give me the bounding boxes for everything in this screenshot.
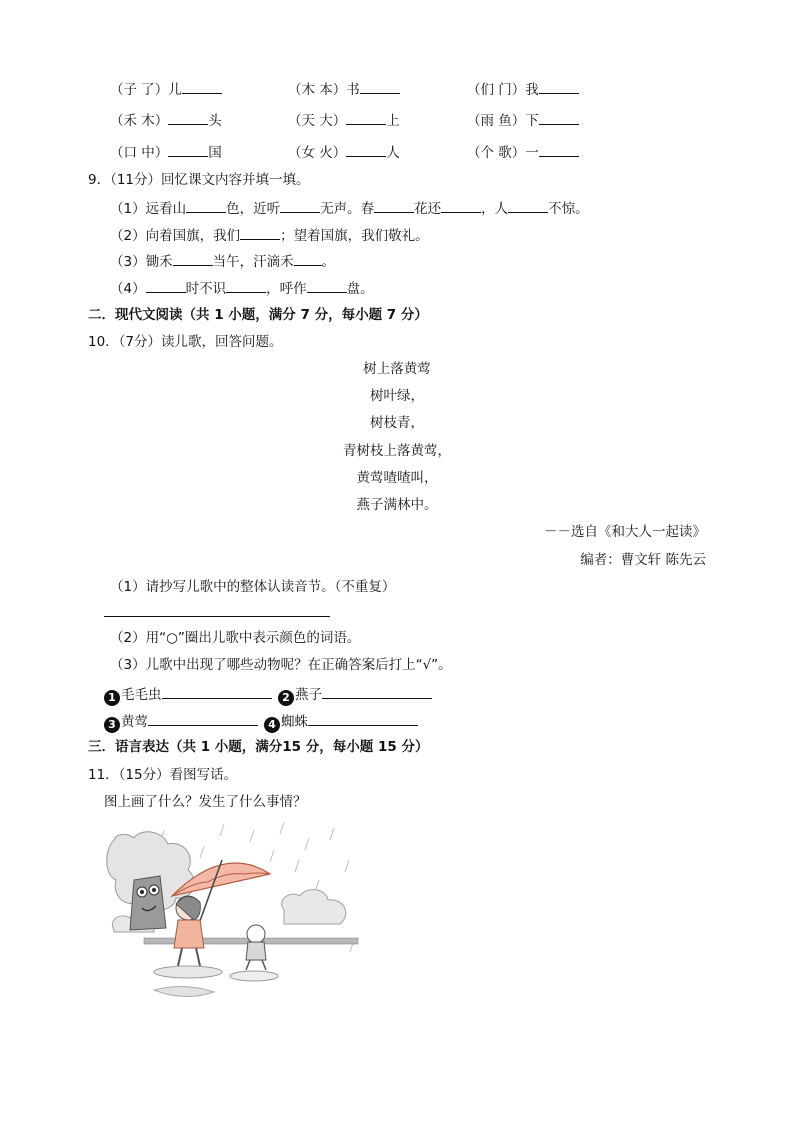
word-cell — [288, 79, 400, 99]
answer-blank[interactable] — [441, 198, 481, 213]
word-part: 儿 — [168, 82, 182, 98]
answer-blank[interactable] — [168, 110, 208, 125]
answer-line[interactable] — [104, 602, 330, 617]
answer-blank[interactable] — [186, 198, 226, 213]
q10-sub3: （3）儿歌中出现了哪些动物呢？在正确答案后打上“√”。 — [110, 657, 452, 673]
char-pair: （个 歌） — [467, 145, 526, 161]
answer-blank[interactable] — [146, 278, 186, 293]
option-oriole: 3 黄莺 — [104, 711, 258, 733]
section-2-heading: 二．现代文阅读（共 1 小题，满分 7 分，每小题 7 分） — [88, 307, 428, 323]
char-pair: （天 大） — [288, 113, 347, 129]
word-cell — [467, 79, 579, 99]
word-part: 人 — [386, 145, 400, 161]
q10-sub2: （2）用“○”圈出儿歌中表示颜色的词语。 — [110, 630, 361, 646]
q10-title: 10．（7分）读儿歌，回答问题。 — [88, 334, 283, 350]
word-cell — [110, 142, 222, 162]
answer-blank[interactable] — [346, 142, 386, 157]
word-cell — [110, 79, 222, 99]
answer-blank[interactable] — [539, 110, 579, 125]
word-part: 书 — [346, 82, 360, 98]
answer-blank[interactable] — [173, 251, 213, 266]
char-pair: （雨 鱼） — [467, 113, 526, 129]
answer-blank[interactable] — [294, 251, 322, 266]
answer-blank[interactable] — [346, 110, 386, 125]
poem-line: 树枝青， — [370, 415, 424, 431]
option-spider: 4 蜘蛛 — [264, 711, 418, 733]
option-swallow: 2 燕子 — [278, 684, 432, 706]
word-cell — [288, 110, 400, 130]
poem-line: 树叶绿， — [370, 388, 424, 404]
answer-blank[interactable] — [307, 278, 347, 293]
answer-blank[interactable] — [539, 142, 579, 157]
answer-blank[interactable] — [148, 711, 258, 726]
poem-line: 黄莺喳喳叫， — [356, 470, 438, 486]
option-number: 3 — [104, 717, 120, 733]
rainy-day-illustration — [104, 820, 362, 1008]
answer-blank[interactable] — [162, 684, 272, 699]
answer-blank[interactable] — [308, 711, 418, 726]
answer-blank[interactable] — [280, 198, 320, 213]
char-pair: （们 门） — [467, 82, 526, 98]
option-number: 2 — [278, 690, 294, 706]
q11-title: 11．（15分）看图写话。 — [88, 767, 238, 783]
char-pair: （子 了） — [110, 82, 169, 98]
q9-line-3: （3）锄禾 当午，汗滴禾 。 — [110, 251, 335, 271]
word-part: 我 — [525, 82, 539, 98]
poem-editors: 编者：曹文轩 陈先云 — [580, 552, 706, 568]
answer-blank[interactable] — [168, 142, 208, 157]
answer-blank[interactable] — [360, 79, 400, 94]
poem-title: 树上落黄莺 — [363, 361, 431, 377]
option-caterpillar: 1 毛毛虫 — [104, 684, 272, 706]
answer-blank[interactable] — [226, 278, 266, 293]
q10-sub1: （1）请抄写儿歌中的整体认读音节。（不重复） — [110, 579, 396, 595]
word-cell — [467, 142, 579, 162]
word-part: 头 — [208, 113, 222, 129]
word-part: 国 — [208, 145, 222, 161]
q9-line-1: （1）远看山 色，近听 无声。春 花还 ，人 不惊。 — [110, 198, 589, 218]
answer-blank[interactable] — [508, 198, 548, 213]
char-pair: （女 火） — [288, 145, 347, 161]
poem-line: 燕子满林中。 — [356, 497, 438, 513]
word-part: 下 — [525, 113, 539, 129]
q9-line-4: （4） 时不识 ，呼作 盘。 — [110, 278, 374, 298]
poem-line: 青树枝上落黄莺， — [343, 443, 451, 459]
option-number: 1 — [104, 690, 120, 706]
section-3-heading: 三．语言表达（共 1 小题，满分15 分，每小题 15 分） — [88, 739, 429, 755]
word-part: 一 — [525, 145, 539, 161]
q9-line-2: （2）向着国旗，我们 ；望着国旗，我们敬礼。 — [110, 225, 429, 245]
q11-prompt: 图上画了什么？发生了什么事情？ — [104, 794, 307, 810]
answer-blank[interactable] — [182, 79, 222, 94]
answer-blank[interactable] — [240, 225, 280, 240]
word-cell — [110, 110, 222, 130]
option-number: 4 — [264, 717, 280, 733]
char-pair: （禾 木） — [110, 113, 169, 129]
char-pair: （口 中） — [110, 145, 169, 161]
char-pair: （木 本） — [288, 82, 347, 98]
word-cell — [467, 110, 579, 130]
answer-blank[interactable] — [374, 198, 414, 213]
word-part: 上 — [386, 113, 400, 129]
poem-source: －－选自《和大人一起读》 — [544, 524, 706, 540]
answer-blank[interactable] — [539, 79, 579, 94]
word-cell — [288, 142, 400, 162]
q9-title: 9．（11分）回忆课文内容并填一填。 — [88, 172, 310, 188]
answer-blank[interactable] — [322, 684, 432, 699]
